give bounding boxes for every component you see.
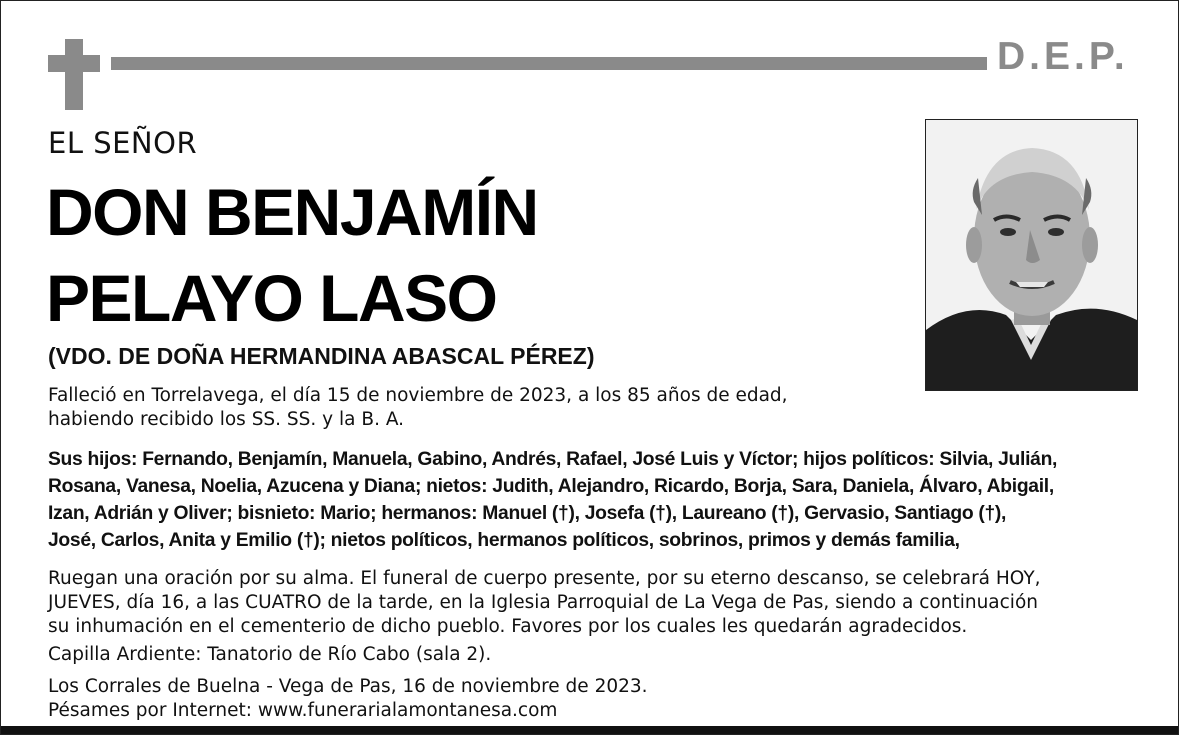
place-date: Los Corrales de Buelna - Vega de Pas, 16 de noviembre de 2023. <box>48 676 648 697</box>
family-list <box>48 446 1148 554</box>
death-notice-line1: Falleció en Torrelavega, el día 15 de noviembre de 2023, a los 85 años de edad, <box>48 385 788 406</box>
deceased-name-line1: DON BENJAMÍN <box>46 175 538 249</box>
funeral-line: Ruegan una oración por su alma. El funeral de cuerpo presente, por su eterno descanso, se celebrará HOY, <box>48 568 1041 589</box>
funeral-line: su inhumación en el cementerio de dicho pueblo. Favores por los cuales les quedarán agradecidos. <box>48 616 968 637</box>
family-line: Sus hijos: Fernando, Benjamín, Manuela, Gabino, Andrés, Rafael, José Luis y Víctor; hijos políticos: Silvia, Julián, <box>48 449 1058 470</box>
portrait-photo <box>925 119 1138 391</box>
intro-text: EL SEÑOR <box>48 126 198 160</box>
header-rule <box>111 57 987 70</box>
bottom-bar <box>1 726 1178 734</box>
portrait-image <box>926 120 1137 390</box>
condolences-url: Pésames por Internet: www.funerarialamontanesa.com <box>48 700 558 721</box>
dep-label: D.E.P. <box>997 35 1129 78</box>
family-line: Rosana, Vanesa, Noelia, Azucena y Diana; nietos: Judith, Alejandro, Ricardo, Borja, Sara, Daniela, Álvaro, Abigail, <box>48 476 1054 497</box>
cross-icon <box>65 39 83 110</box>
widower-of: (VDO. DE DOÑA HERMANDINA ABASCAL PÉREZ) <box>48 343 595 369</box>
death-notice-line2: habiendo recibido los SS. SS. y la B. A. <box>48 409 405 430</box>
family-line: José, Carlos, Anita y Emilio (†); nietos políticos, hermanos políticos, sobrinos, primos y demás familia, <box>48 530 960 551</box>
deceased-name <box>46 169 538 341</box>
deceased-name-line2: PELAYO LASO <box>46 261 497 335</box>
family-line: Izan, Adrián y Oliver; bisnieto: Mario; hermanos: Manuel (†), Josefa (†), Laureano (†), Gervasio, Santiago (†), <box>48 503 1007 524</box>
funeral-line: JUEVES, día 16, a las CUATRO de la tarde, en la Iglesia Parroquial de La Vega de Pas, siendo a continuación <box>48 592 1038 613</box>
chapel-line: Capilla Ardiente: Tanatorio de Río Cabo (sala 2). <box>48 644 492 665</box>
cross-icon-bar <box>48 55 100 72</box>
